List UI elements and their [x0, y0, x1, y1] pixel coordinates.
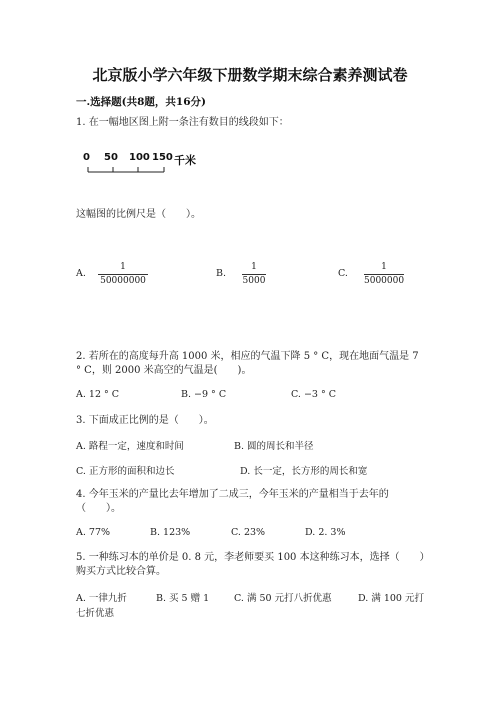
q5-option-a[interactable]: A. 一律九折	[76, 593, 127, 604]
option-letter: C.	[338, 268, 348, 279]
fraction	[364, 262, 404, 287]
scale-label-150: 150	[152, 152, 173, 163]
fraction-numerator: 1	[381, 262, 387, 272]
fraction	[242, 262, 266, 287]
question-2-line2: ° C，则 2000 米高空的气温是( )。	[76, 365, 252, 376]
q2-option-c[interactable]: C. −3 ° C	[291, 389, 337, 400]
question-1-stem: 1. 在一幅地区图上附一条注有数目的线段如下：	[76, 117, 289, 128]
fraction-numerator: 1	[251, 262, 257, 272]
fraction-denominator: 50000000	[100, 276, 146, 286]
option-letter: B.	[216, 268, 227, 279]
q4-option-d[interactable]: D. 2. 3%	[305, 527, 346, 538]
question-2-line1: 2. 若所在的高度每升高 1000 米，相应的气温下降 5 ° C，现在地面气温是 7	[76, 351, 419, 362]
q1-option-a[interactable]	[76, 262, 176, 292]
scale-bar	[80, 152, 210, 178]
q5-option-d-continued: 七折优惠	[76, 608, 115, 619]
fraction-denominator: 5000000	[364, 276, 405, 286]
question-3-stem: 3. 下面成正比例的是（ ）。	[76, 415, 214, 426]
fraction-line	[242, 274, 266, 275]
q3-option-c[interactable]: C. 正方形的面积和边长	[76, 466, 175, 477]
q1-option-b[interactable]	[216, 262, 296, 292]
q2-option-a[interactable]: A. 12 ° C	[76, 389, 120, 400]
section-heading: 一.选择题(共8题，共16分)	[76, 96, 207, 108]
question-4-line2: （ ）。	[76, 503, 121, 514]
q5-option-b[interactable]: B. 买 5 赠 1	[156, 593, 210, 604]
q3-option-b[interactable]: B. 圆的周长和半径	[234, 441, 314, 452]
q2-option-b[interactable]: B. −9 ° C	[181, 389, 227, 400]
question-4-line1: 4. 今年玉米的产量比去年增加了二成三，今年玉米的产量相当于去年的	[76, 489, 389, 500]
scale-label-0: 0	[83, 152, 90, 163]
question-5-line1: 5. 一种练习本的单价是 0. 8 元，李老师要买 100 本这种练习本，选择（ ）	[76, 552, 430, 563]
scale-unit: 千米	[174, 154, 196, 167]
q3-option-a[interactable]: A. 路程一定，速度和时间	[76, 441, 184, 452]
scale-line	[80, 164, 180, 176]
question-5-line2: 购买方式比较合算。	[76, 566, 166, 577]
fraction-numerator: 1	[120, 262, 126, 272]
q3-option-d[interactable]: D. 长一定，长方形的周长和宽	[240, 466, 368, 477]
q5-option-c[interactable]: C. 满 50 元打八折优惠	[234, 593, 332, 604]
fraction-line	[98, 274, 148, 275]
q4-option-c[interactable]: C. 23%	[231, 527, 266, 538]
fraction	[98, 262, 148, 287]
scale-label-50: 50	[104, 152, 118, 163]
question-1-ask: 这幅图的比例尺是（ ）。	[76, 209, 201, 220]
page-title: 北京版小学六年级下册数学期末综合素养测试卷	[92, 66, 408, 84]
scale-label-100: 100	[129, 152, 150, 163]
option-letter: A.	[76, 268, 86, 279]
q5-option-d[interactable]: D. 满 100 元打	[358, 593, 424, 604]
q1-option-c[interactable]	[338, 262, 438, 292]
fraction-denominator: 5000	[242, 276, 266, 286]
q4-option-b[interactable]: B. 123%	[150, 527, 191, 538]
q4-option-a[interactable]: A. 77%	[76, 527, 111, 538]
fraction-line	[364, 274, 404, 275]
